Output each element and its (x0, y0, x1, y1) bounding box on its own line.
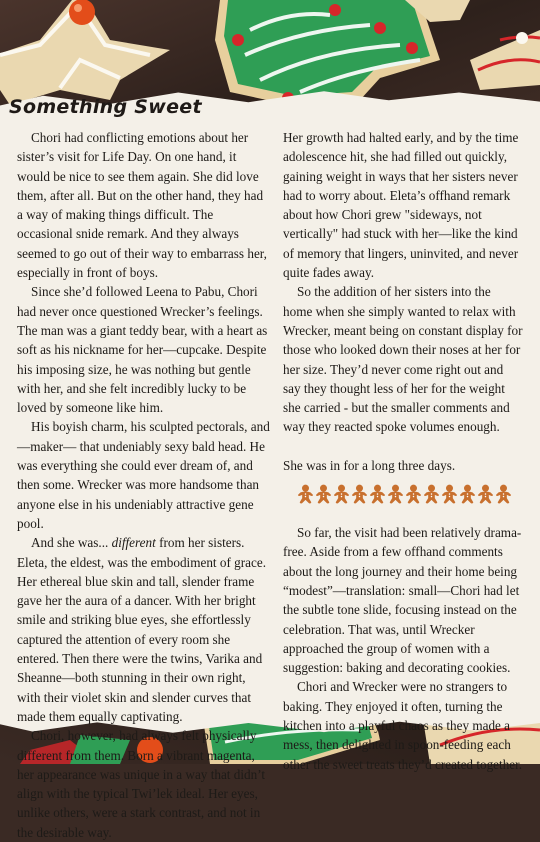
right-column (283, 128, 523, 774)
emphasis: different (111, 535, 156, 551)
story-title: Something Sweet (9, 96, 202, 118)
paragraph: So far, the visit had been relatively drama-free. Aside from a few offhand comments about the long journey and their home being “modest”—translation: small—Chori had let the subtle tone slide, focusing instead on the celebration. That was, until Wrecker approached the group of women with a suggestion: baking and decorating cookies. (283, 525, 522, 676)
paragraph: Chori had conflicting emotions about her sister’s visit for Life Day. On one hand, it would be nice to see them again. She did love them, after all. But on the other hand, they had a way of making things difficult. The occasional snide remark. And they always seemed to go out of their way to embarrass her, especially in front of boys. (17, 130, 267, 281)
closing-line: She was in for a long three days. (283, 457, 456, 473)
gingerbread-man-icon (477, 484, 494, 504)
gingerbread-man-icon (387, 484, 404, 504)
gingerbread-man-icon (315, 484, 332, 504)
gingerbread-man-icon (351, 484, 368, 504)
gingerbread-man-icon (333, 484, 350, 504)
paragraph: Since she’d followed Leena to Pabu, Chori had never once questioned Wrecker’s feelings. The man was a giant teddy bear, with a heart as soft as his nickname for her—cupcake. Despite his imposing size, he was nothing but gentle with her, and she felt incredibly lucky to be loved by someone like him. (17, 284, 268, 416)
gingerbread-man-icon (423, 484, 440, 504)
paragraph: So the addition of her sisters into the home when she simply wanted to relax with Wrecker, meant being on constant display for those who looked down their noses at her for her size. They’d never come right out and say they thought less of her for the weight she carried - but the smaller comments and way they reacted spoke volumes enough. (283, 284, 523, 435)
gingerbread-divider (297, 481, 523, 507)
left-column (17, 128, 272, 842)
gingerbread-man-icon (369, 484, 386, 504)
paragraph: And she was... different from her sisters. Eleta, the eldest, was the embodiment of grace. Her ethereal blue skin and tall, slender frame gave her the aura of a dancer. With her bright smile and striking blue eyes, she effortlessly captured the attention of every room she entered. Then there were the twins, Varika and Sheanne—both stunning in their own right, with their violet skin and slender curves that made them equally captivating. (17, 535, 267, 724)
gingerbread-man-icon (441, 484, 458, 504)
paragraph: Her growth had halted early, and by the time adolescence hit, she had filled out quickly, gaining weight in ways that her sisters never had to worry about. Eleta’s offhand remark about how Chori grew "sideways, not vertically" had stuck with her—like the kind of memory that lingers, uninvited, and never quite fades away. (283, 130, 519, 281)
paragraph: Chori and Wrecker were no strangers to baking. They enjoyed it often, turning the kitchen into a playful chaos as they made a mess, then delighted in spoon-feeding each other the sweet treats they’d created together. (283, 679, 523, 772)
gingerbread-man-icon (459, 484, 476, 504)
gingerbread-man-icon (495, 484, 512, 504)
gingerbread-man-icon (405, 484, 422, 504)
paragraph: His boyish charm, his sculpted pectorals, and —maker— that undeniably sexy bald head. He was everything she could ever dream of, and then some. Wrecker was more handsome than anyone else in his undeniably attractive gene pool. (17, 419, 270, 531)
paragraph: Chori, however, had always felt physically different from them. Born a vibrant magenta, her appearance was unique in a way that didn’t align with the typical Twi’lek ideal. Her eyes, unlike others, were a stark contrast, and not in the desirable way. (17, 728, 266, 840)
gingerbread-man-icon (297, 484, 314, 504)
